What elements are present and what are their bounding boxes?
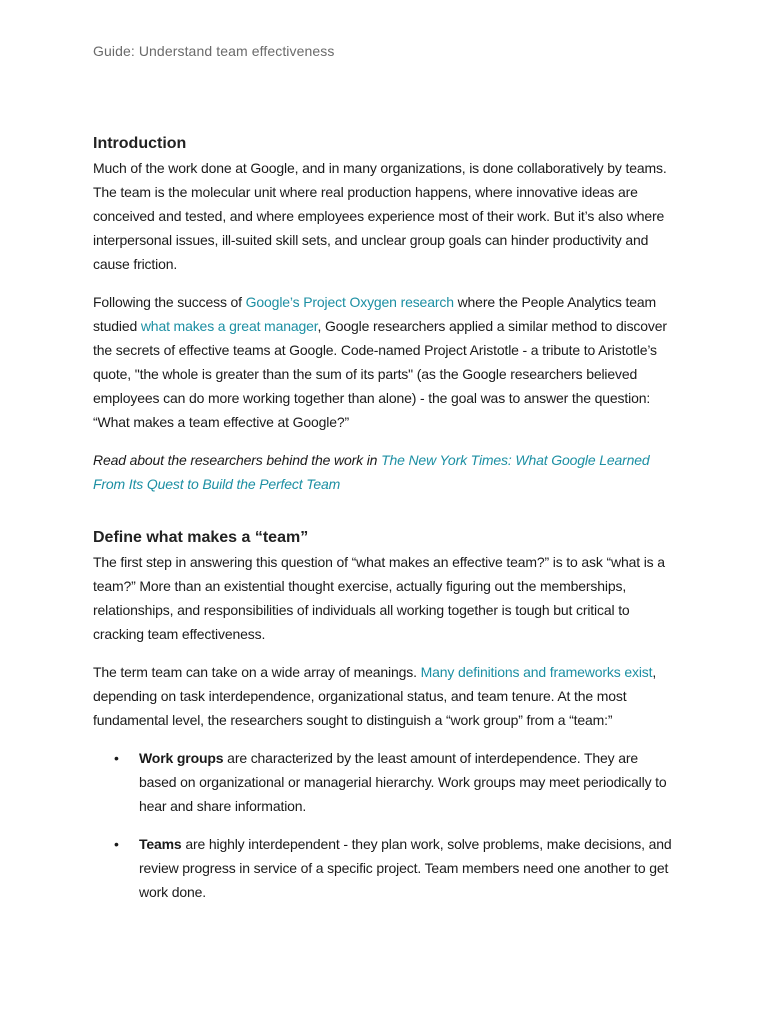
- nyt-article-link-text: The New York Times: What Google Learned From Its Quest to Build the Perfect Team: [93, 452, 650, 492]
- great-manager-link[interactable]: what makes a great manager: [140, 318, 318, 334]
- define-paragraph-2: [93, 660, 678, 732]
- define-p1-text: The first step in answering this question of “what makes an effective team?” is to ask “what is a team?” More than an existential thought exercise, actually figuring out the memberships, relationships, and responsibilities of individuals all working together is tough but critical to cracking team effectiveness.: [93, 554, 665, 642]
- intro-p2-text-a: Following the success of: [93, 294, 246, 310]
- intro-heading: Introduction: [93, 135, 187, 152]
- intro-paragraph-2: [93, 290, 678, 434]
- intro-paragraph-3: [93, 448, 678, 496]
- page-header: Guide: Understand team effectiveness: [93, 43, 335, 59]
- define-p2-text-b: , depending on task interdependence, organizational status, and team tenure. At the most fundamental level, the researchers sought to distinguish a “work group” from a “team:”: [93, 664, 657, 728]
- project-oxygen-link[interactable]: Google’s Project Oxygen research: [245, 294, 454, 310]
- define-p2-text-a: The term team can take on a wide array of meanings.: [93, 664, 421, 680]
- definitions-frameworks-link[interactable]: Many definitions and frameworks exist: [420, 664, 653, 680]
- work-groups-text: are characterized by the least amount of interdependence. They are based on organizational or managerial hierarchy. Work groups may meet periodically to hear and share information.: [139, 750, 667, 814]
- teams-term: Teams: [139, 836, 182, 852]
- intro-p2-text-c: , Google researchers applied a similar method to discover the secrets of effective teams at Google. Code-named Project Aristotle - a tribute to Aristotle’s quote, "the whole is greater than the sum of its parts" (as the Google researchers believed employees can do more working together than alone) - the goal was to answer the question: “What makes a team effective at Google?”: [93, 318, 667, 430]
- list-item-teams: [93, 832, 678, 904]
- bullet-icon: •: [114, 750, 119, 766]
- intro-p2-text-b: where the People Analytics team studied: [93, 294, 657, 334]
- document-body: [93, 132, 678, 904]
- bullet-icon: •: [114, 836, 119, 852]
- intro-paragraph-1: [93, 156, 678, 276]
- define-heading: Define what makes a “team”: [93, 529, 309, 546]
- intro-p3-text: Read about the researchers behind the work in: [93, 452, 382, 468]
- intro-p1-text: Much of the work done at Google, and in many organizations, is done collaboratively by teams. The team is the molecular unit where real production happens, where innovative ideas are conceived and tested, and where employees experience most of their work. But it’s also where interpersonal issues, ill-suited skill sets, and unclear group goals can hinder productivity and cause friction.: [93, 160, 667, 272]
- define-paragraph-1: [93, 550, 678, 646]
- list-item-work-groups: [93, 746, 678, 818]
- definition-list: [93, 746, 678, 904]
- teams-text: are highly interdependent - they plan work, solve problems, make decisions, and review progress in service of a specific project. Team members need one another to get work done.: [139, 836, 672, 900]
- work-groups-term: Work groups: [139, 750, 224, 766]
